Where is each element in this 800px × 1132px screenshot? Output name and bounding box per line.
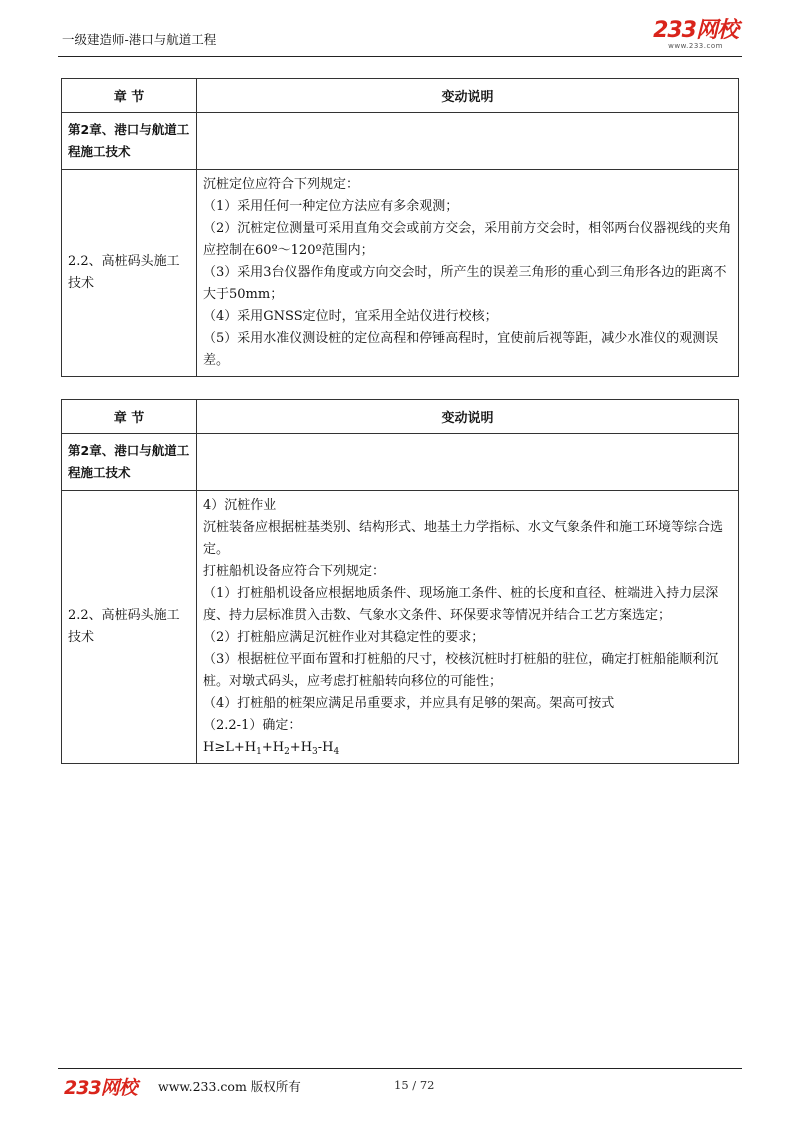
description-cell: [197, 170, 739, 377]
chapter-cell: 第2章、港口与航道工程施工技术: [62, 434, 197, 491]
description-line: 4）沉桩作业: [203, 498, 277, 513]
footer-logo[interactable]: 233网校: [64, 1077, 137, 1099]
description-line: （2）沉桩定位测量可采用直角交会或前方交会，采用前方交会时，相邻两台仪器视线的夹角应控制在60º～120º范围内；: [203, 221, 732, 258]
description-line: （1）采用任何一种定位方法应有多余观测；: [203, 199, 459, 214]
description-line: （4）采用GNSS定位时，宜采用全站仪进行校核；: [203, 309, 498, 324]
chapter-cell: 第2章、港口与航道工程施工技术: [62, 113, 197, 170]
change-table-1: [61, 78, 739, 377]
table-row-section: [62, 170, 739, 377]
chapter-empty-cell: [197, 113, 739, 170]
column-header-description: 变动说明: [197, 79, 739, 113]
description-line: （1）打桩船机设备应根据地质条件、现场施工条件、桩的长度和直径、桩端进入持力层深度、持力层标准贯入击数、气象水文条件、环保要求等情况并结合工艺方案选定；: [203, 586, 719, 623]
table-header-row: [62, 400, 739, 434]
formula-line: [203, 737, 732, 759]
formula-part: +H: [289, 740, 313, 755]
footer-site-copyright: www.233.com 版权所有: [158, 1079, 301, 1094]
description-line: 沉桩定位应符合下列规定：: [203, 177, 360, 192]
description-line: （2）打桩船应满足沉桩作业对其稳定性的要求；: [203, 630, 485, 645]
brand-logo-url: www.233.com: [668, 42, 723, 50]
description-cell: [197, 491, 739, 764]
description-line: （2.2-1）确定：: [203, 718, 302, 733]
page-number: 15 / 72: [394, 1078, 435, 1092]
formula-subscript: 4: [333, 747, 340, 757]
description-line: （3）采用3台仪器作角度或方向交会时，所产生的误差三角形的重心到三角形各边的距离不大于50mm；: [203, 265, 727, 302]
section-cell: 2.2、高桩码头施工技术: [62, 170, 197, 377]
formula-subscript: 2: [284, 747, 290, 757]
description-line: 沉桩装备应根据桩基类别、结构形式、地基土力学指标、水文气象条件和施工环境等综合选定。: [203, 520, 724, 557]
column-header-chapter: 章 节: [62, 400, 197, 434]
chapter-empty-cell: [197, 434, 739, 491]
column-header-chapter: 章 节: [62, 79, 197, 113]
description-line: （5）采用水准仪测设桩的定位高程和停锤高程时，宜使前后视等距，减少水准仪的观测误差。: [203, 331, 719, 368]
table-row-chapter: [62, 113, 739, 170]
footer-divider: [58, 1068, 742, 1069]
header-divider: [58, 56, 742, 57]
brand-logo-text: 233网校: [653, 18, 738, 43]
change-table-2: [61, 399, 739, 764]
page-header-title: 一级建造师-港口与航道工程: [62, 32, 217, 47]
table-header-row: [62, 79, 739, 113]
formula-part: +H: [261, 740, 285, 755]
formula-part: H≥L+H: [203, 740, 257, 755]
formula-part: -H: [317, 740, 334, 755]
description-line: （3）根据桩位平面布置和打桩船的尺寸，校核沉桩时打桩船的驻位，确定打桩船能顺利沉桩。对墩式码头，应考虑打桩船转向移位的可能性；: [203, 652, 719, 689]
brand-logo[interactable]: [653, 20, 738, 50]
description-line: （4）打桩船的桩架应满足吊重要求，并应具有足够的架高。架高可按式: [203, 696, 615, 711]
description-line: 打桩船机设备应符合下列规定：: [203, 564, 386, 579]
table-row-section: [62, 491, 739, 764]
column-header-description: 变动说明: [197, 400, 739, 434]
formula-subscript: 3: [312, 747, 318, 757]
section-cell: 2.2、高桩码头施工技术: [62, 491, 197, 764]
formula-subscript: 1: [256, 747, 262, 757]
table-row-chapter: [62, 434, 739, 491]
